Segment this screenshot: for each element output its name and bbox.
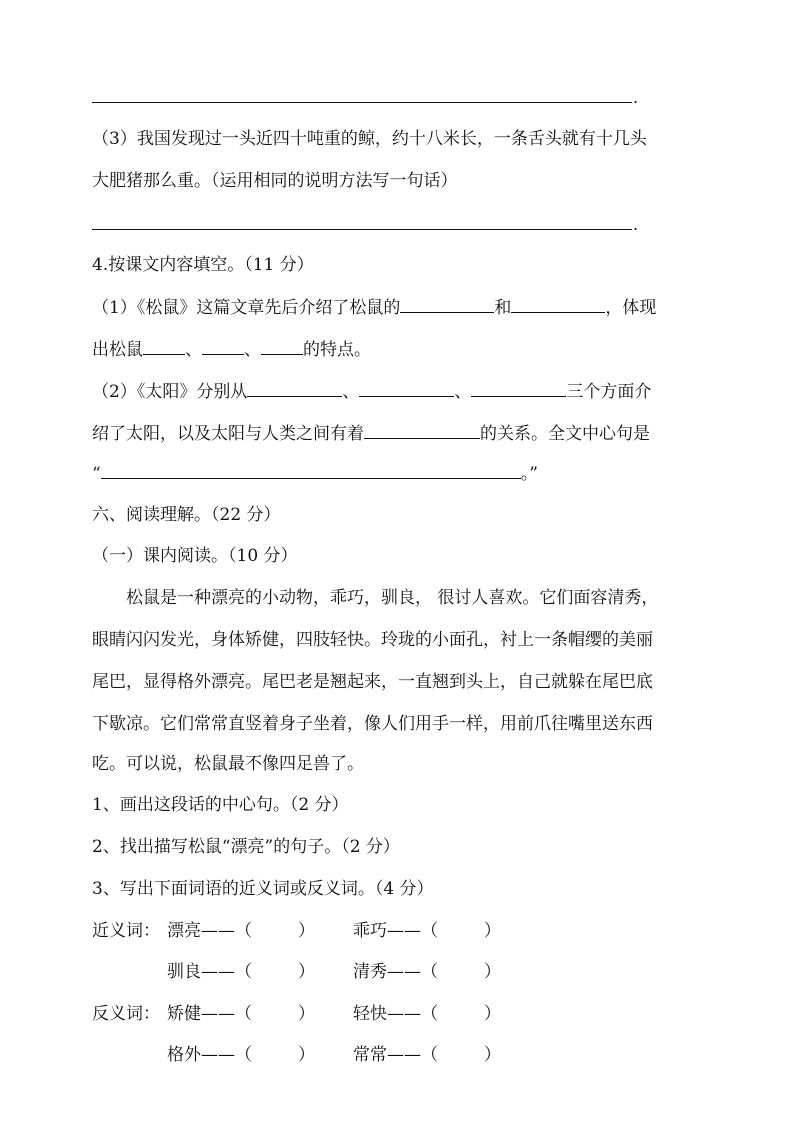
answer-line-end-dot: . xyxy=(633,215,639,234)
paren-close: ） xyxy=(484,1004,501,1024)
paren-open: （ xyxy=(421,1004,438,1024)
word-entry-1 xyxy=(167,919,315,943)
antonym-label: 反义词： xyxy=(92,1004,160,1024)
word-label: 漂亮—— xyxy=(167,921,235,941)
q4-item2-text-a: （2）《太阳》分别从 xyxy=(92,382,248,402)
separator: 、 xyxy=(454,382,472,402)
question-item-3-line1: （3）我国发现过一头近四十吨重的鲸，约十八米长，一条舌头就有十几头 xyxy=(92,129,647,149)
reading-question-2: 2、找出描写松鼠“漂亮”的句子。（2 分） xyxy=(92,837,400,857)
section-6-sub-heading: （一）课内阅读。（10 分） xyxy=(92,546,298,566)
fill-blank[interactable] xyxy=(400,295,494,313)
paren-open: （ xyxy=(235,1004,252,1024)
word-entry-5 xyxy=(167,1002,315,1026)
paren-open: （ xyxy=(421,962,438,982)
q4-item2-text-c: 绍了太阳，以及太阳与人类之间有着 xyxy=(92,424,364,444)
word-entry-8 xyxy=(353,1043,501,1067)
fill-blank[interactable] xyxy=(359,379,454,397)
passage-line-1: 松鼠是一种漂亮的小动物，乖巧，驯良， 很讨人喜欢。它们面容清秀， xyxy=(126,588,659,608)
fill-blank[interactable] xyxy=(364,421,480,439)
q4-item2-text-b: 三个方面介 xyxy=(566,382,652,402)
paren-open: （ xyxy=(421,921,438,941)
paren-close: ） xyxy=(484,962,501,982)
word-label: 乖巧—— xyxy=(353,921,421,941)
word-label: 矫健—— xyxy=(167,1004,235,1024)
q4-item1-line1 xyxy=(92,295,656,319)
fill-blank[interactable] xyxy=(101,461,521,479)
word-label: 格外—— xyxy=(167,1045,235,1065)
paren-close: ） xyxy=(484,921,501,941)
synonym-label: 近义词： xyxy=(92,921,160,941)
question-item-3-line2: 大肥猪那么重。（运用相同的说明方法写一句话） xyxy=(92,171,458,191)
fill-blank[interactable] xyxy=(471,379,566,397)
q4-item1-text-c: ，体现 xyxy=(605,298,657,318)
question-4-heading: 4.按课文内容填空。（11 分） xyxy=(92,255,314,275)
passage-line-4: 下歇凉。它们常常直竖着身子坐着，像人们用手一样，用前爪往嘴里送东西 xyxy=(92,714,653,734)
paren-close: ） xyxy=(298,1004,315,1024)
close-quote: 。” xyxy=(520,464,538,484)
word-label: 常常—— xyxy=(353,1045,421,1065)
q4-item1-text-d: 出松鼠 xyxy=(92,340,143,360)
fill-blank[interactable] xyxy=(247,379,342,397)
paren-open: （ xyxy=(421,1045,438,1065)
reading-question-3: 3、写出下面词语的近义词或反义词。（4 分） xyxy=(92,879,434,899)
separator: 、 xyxy=(244,340,261,360)
word-entry-7 xyxy=(167,1043,315,1067)
fill-blank[interactable] xyxy=(511,295,605,313)
paren-close: ） xyxy=(298,1045,315,1065)
word-entry-3 xyxy=(167,960,315,984)
passage-line-3: 尾巴，显得格外漂亮。尾巴老是翘起来，一直翘到头上，自己就躲在尾巴底 xyxy=(92,672,653,692)
separator: 、 xyxy=(342,382,360,402)
q4-item1-line2 xyxy=(92,337,371,361)
word-entry-2 xyxy=(353,919,501,943)
paren-open: （ xyxy=(235,921,252,941)
paren-open: （ xyxy=(235,1045,252,1065)
paren-close: ） xyxy=(298,962,315,982)
paren-open: （ xyxy=(235,962,252,982)
paren-close: ） xyxy=(298,921,315,941)
section-6-heading: 六、阅读理解。（22 分） xyxy=(92,505,281,525)
q4-item2-line2 xyxy=(92,421,650,445)
separator: 、 xyxy=(185,340,202,360)
passage-line-5: 吃。可以说，松鼠最不像四足兽了。 xyxy=(92,754,364,774)
answer-line[interactable] xyxy=(92,229,632,230)
q4-item1-text-b: 和 xyxy=(494,298,512,318)
q4-item1-text-a: （1）《松鼠》这篇文章先后介绍了松鼠的 xyxy=(92,298,401,318)
passage-line-2: 眼睛闪闪发光，身体矫健，四肢轻快。玲珑的小面孔，衬上一条帽缨的美丽 xyxy=(92,630,653,650)
word-label: 轻快—— xyxy=(353,1004,421,1024)
q4-item1-text-e: 的特点。 xyxy=(303,340,371,360)
q4-item2-text-d: 的关系。全文中心句是 xyxy=(480,424,650,444)
word-entry-4 xyxy=(353,960,501,984)
answer-line-end-dot: . xyxy=(633,88,639,107)
q4-item2-line3 xyxy=(92,461,538,485)
fill-blank[interactable] xyxy=(143,337,185,355)
fill-blank[interactable] xyxy=(202,337,244,355)
fill-blank[interactable] xyxy=(261,337,303,355)
reading-question-1: 1、画出这段话的中心句。（2 分） xyxy=(92,795,349,815)
word-entry-6 xyxy=(353,1002,501,1026)
word-label: 清秀—— xyxy=(353,962,421,982)
q4-item2-line1 xyxy=(92,379,651,403)
open-quote: “ xyxy=(92,464,101,484)
answer-line[interactable] xyxy=(92,102,632,103)
paren-close: ） xyxy=(484,1045,501,1065)
word-label: 驯良—— xyxy=(167,962,235,982)
